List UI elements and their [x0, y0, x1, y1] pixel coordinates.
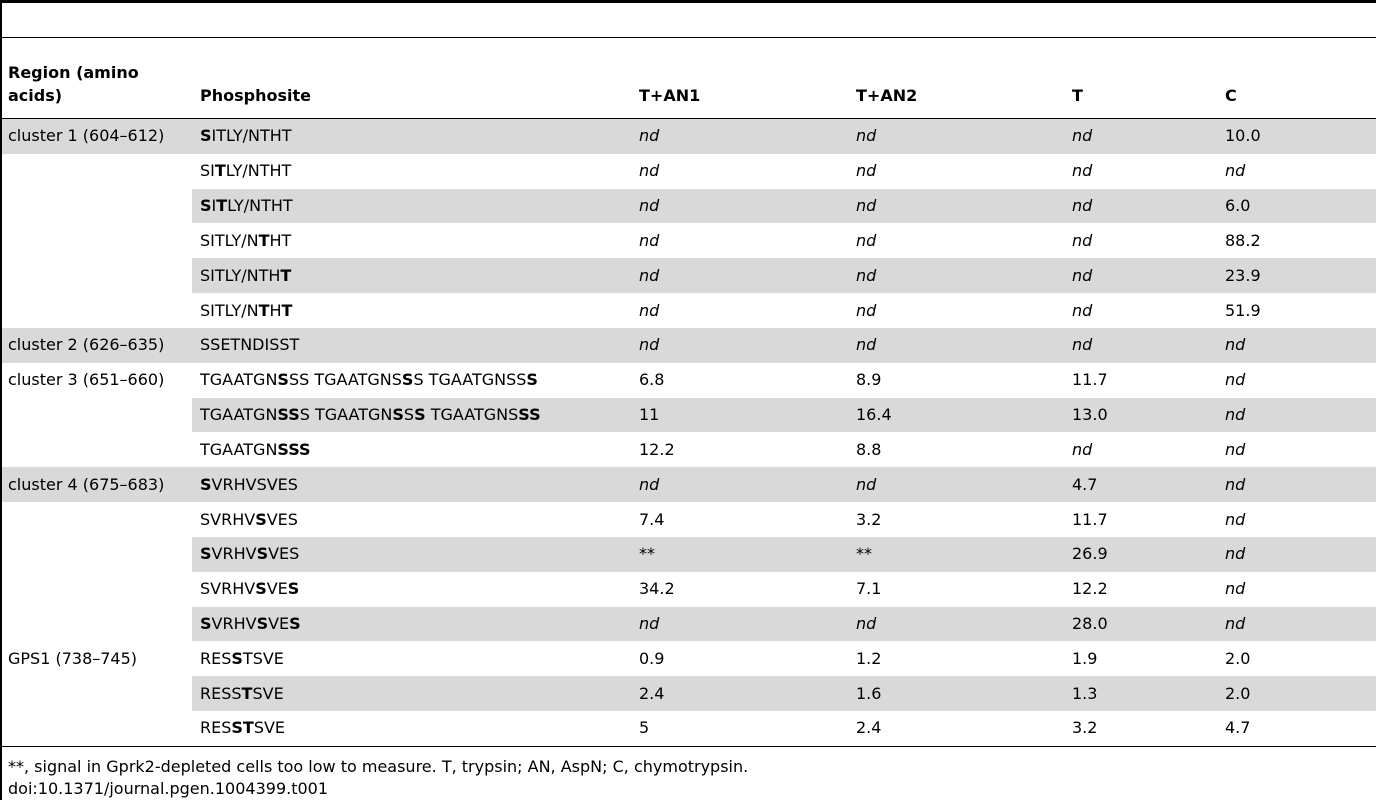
- region-cell: [0, 711, 192, 746]
- c-cell: 23.9: [1217, 258, 1376, 293]
- t-an1-cell: 12.2: [639, 439, 675, 459]
- region-cell: [0, 676, 192, 711]
- header-t: T: [1064, 38, 1217, 119]
- t-an2-cell: nd: [848, 467, 1064, 502]
- phosphorylated-residue: T: [281, 300, 293, 320]
- phosphorylated-residue: SS: [277, 405, 300, 425]
- region-cell: [0, 607, 192, 642]
- sequence-segment: S TGAATGN: [299, 405, 393, 425]
- t-an2-cell: 3.2: [856, 509, 882, 529]
- region-cell: cluster 2 (626–635): [0, 328, 192, 363]
- sequence-segment: VE: [268, 614, 290, 633]
- sequence-segment: TGAATGNS: [425, 405, 519, 425]
- sequence-segment: LY/NTHT: [225, 161, 292, 181]
- phosphosite-cell: [192, 363, 631, 398]
- t-an2-cell: 7.1: [856, 579, 882, 599]
- t-an2-cell: 8.8: [856, 439, 882, 459]
- c-cell: 88.2: [1225, 230, 1261, 250]
- phosphosite-cell: [192, 572, 631, 607]
- t-an2-cell: 2.4: [856, 718, 882, 738]
- sequence-segment: SI: [200, 161, 215, 181]
- t-cell: 4.7: [1064, 467, 1217, 502]
- c-cell: nd: [1225, 370, 1246, 390]
- t-an2-cell: nd: [848, 189, 1064, 224]
- table-row: [0, 328, 1376, 363]
- t-cell: 28.0: [1064, 607, 1217, 642]
- t-an1-cell: nd: [639, 230, 660, 250]
- table-body: [0, 119, 1376, 747]
- table-row: [0, 293, 1376, 328]
- region-cell: [0, 258, 192, 293]
- header-t-an1: T+AN1: [631, 38, 848, 119]
- phosphosite-cell: [192, 641, 631, 676]
- sequence-segment: TGAATGN: [200, 439, 278, 459]
- table-row: [0, 363, 1376, 398]
- phosphosite-cell: [192, 711, 631, 746]
- t-an2-cell: 1.6: [848, 676, 1064, 711]
- sequence-segment: RES: [200, 648, 232, 668]
- t-cell: nd: [1064, 189, 1217, 224]
- t-an2-cell: 8.9: [856, 370, 882, 390]
- phosphosite-cell: [192, 607, 631, 642]
- sequence-segment: VRHVSVES: [211, 474, 298, 494]
- region-cell: [0, 223, 192, 258]
- sequence-segment: I: [211, 196, 217, 216]
- header-region-label: Region (amino acids): [8, 63, 139, 105]
- sequence-segment: SVE: [253, 718, 286, 738]
- c-cell: 2.0: [1225, 648, 1251, 668]
- phosphorylated-residue: S: [255, 579, 267, 599]
- c-cell: 51.9: [1225, 300, 1261, 320]
- t-an1-cell: nd: [631, 258, 848, 293]
- table-row: [0, 398, 1376, 433]
- table-row: [0, 432, 1376, 467]
- phosphosite-cell: [192, 398, 631, 433]
- phosphorylated-residue: T: [258, 300, 270, 320]
- sequence-segment: HT: [269, 230, 292, 250]
- sequence-segment: SS TGAATGNS: [288, 370, 402, 390]
- region-cell: [0, 154, 192, 189]
- phosphosite-cell: [192, 293, 631, 328]
- sequence-segment: RES: [200, 718, 232, 738]
- phosphorylated-residue: S: [256, 544, 269, 564]
- phosphorylated-residue: S: [200, 614, 212, 633]
- t-cell: 3.2: [1072, 718, 1098, 738]
- c-cell: nd: [1217, 328, 1376, 363]
- sequence-segment: TGAATGN: [200, 405, 278, 425]
- header-phosphosite: Phosphosite: [192, 38, 631, 119]
- sequence-segment: H: [269, 300, 282, 320]
- phosphorylated-residue: S: [256, 614, 269, 633]
- t-cell: nd: [1072, 161, 1093, 181]
- t-an1-cell: nd: [631, 607, 848, 642]
- c-cell: nd: [1217, 467, 1376, 502]
- t-cell: nd: [1064, 258, 1217, 293]
- t-an2-cell: 16.4: [848, 398, 1064, 433]
- c-cell: 4.7: [1225, 718, 1251, 738]
- header-row: [0, 38, 1376, 119]
- sequence-segment: VE: [266, 579, 288, 599]
- table-row: [0, 537, 1376, 572]
- t-an1-cell: 2.4: [631, 676, 848, 711]
- phosphorylated-residue: ST: [231, 718, 254, 738]
- sequence-segment: SITLY/NTH: [200, 265, 281, 285]
- phosphorylated-residue: S: [231, 648, 243, 668]
- region-cell: cluster 3 (651–660): [8, 370, 165, 390]
- c-cell: nd: [1225, 509, 1246, 529]
- t-an1-cell: 34.2: [639, 579, 675, 599]
- c-cell: nd: [1217, 607, 1376, 642]
- phosphorylated-residue: S: [200, 196, 212, 216]
- sequence-segment: SITLY/N: [200, 230, 259, 250]
- t-an2-cell: nd: [856, 230, 877, 250]
- phosphorylated-residue: S: [414, 405, 426, 425]
- sequence-segment: SVRHV: [200, 579, 256, 599]
- t-an1-cell: **: [631, 537, 848, 572]
- sequence-segment: ITLY/NTHT: [211, 126, 292, 146]
- region-cell: [0, 398, 192, 433]
- t-cell: nd: [1072, 439, 1093, 459]
- sequence-segment: SITLY/N: [200, 300, 259, 320]
- region-cell: [0, 537, 192, 572]
- phosphosite-cell: [192, 189, 631, 224]
- table-row: [0, 119, 1376, 154]
- t-an1-cell: 6.8: [639, 370, 665, 390]
- t-an2-cell: nd: [848, 119, 1064, 154]
- top-rule: [0, 0, 1376, 3]
- t-an1-cell: nd: [631, 119, 848, 154]
- c-cell: nd: [1225, 439, 1246, 459]
- phosphosite-table: [0, 37, 1376, 747]
- t-cell: 11.7: [1072, 370, 1108, 390]
- region-cell: [0, 189, 192, 224]
- sequence-segment: SVRHV: [200, 509, 256, 529]
- t-an2-cell: nd: [848, 258, 1064, 293]
- header-t-an2: T+AN2: [848, 38, 1064, 119]
- table-row: [0, 676, 1376, 711]
- t-an2-cell: nd: [848, 607, 1064, 642]
- t-cell: 26.9: [1064, 537, 1217, 572]
- c-cell: nd: [1217, 537, 1376, 572]
- phosphorylated-residue: S: [289, 614, 301, 633]
- t-an1-cell: 5: [639, 718, 650, 738]
- sequence-segment: VES: [266, 509, 298, 529]
- t-an2-cell: nd: [848, 328, 1064, 363]
- t-an1-cell: 11: [631, 398, 848, 433]
- t-cell: 11.7: [1072, 509, 1108, 529]
- table-row: [0, 258, 1376, 293]
- phosphosite-cell: [192, 258, 631, 293]
- header-region: [0, 38, 192, 119]
- t-an1-cell: nd: [631, 189, 848, 224]
- c-cell: 2.0: [1217, 676, 1376, 711]
- phosphosite-cell: [192, 467, 631, 502]
- t-cell: 1.9: [1072, 648, 1098, 668]
- region-cell: [0, 293, 192, 328]
- phosphosite-cell: [192, 676, 631, 711]
- phosphosite-cell: [192, 537, 631, 572]
- table-row: [0, 189, 1376, 224]
- sequence-segment: TSVE: [242, 648, 284, 668]
- sequence-segment: S TGAATGNSS: [413, 370, 527, 390]
- t-an1-cell: nd: [631, 328, 848, 363]
- left-rule: [0, 0, 2, 800]
- table-row: [0, 641, 1376, 676]
- header-c: C: [1217, 38, 1376, 119]
- t-cell: 1.3: [1064, 676, 1217, 711]
- sequence-segment: RESS: [200, 683, 242, 703]
- phosphorylated-residue: T: [214, 161, 226, 181]
- t-an1-cell: nd: [631, 467, 848, 502]
- phosphorylated-residue: S: [401, 370, 414, 390]
- table-row: [0, 607, 1376, 642]
- sequence-segment: S: [403, 405, 415, 425]
- phosphosite-cell: [192, 432, 631, 467]
- region-cell: [0, 572, 192, 607]
- sequence-segment: VRHV: [211, 614, 257, 633]
- phosphorylated-residue: S: [200, 126, 212, 146]
- phosphorylated-residue: SSS: [277, 439, 311, 459]
- sequence-segment: TGAATGN: [200, 370, 278, 390]
- sequence-segment: SVE: [252, 683, 284, 703]
- doi-label: doi:10.1371/journal.pgen.1004399.t001: [8, 779, 329, 798]
- t-an1-cell: nd: [639, 300, 660, 320]
- t-cell: nd: [1072, 300, 1093, 320]
- table-row: [0, 154, 1376, 189]
- region-cell: GPS1 (738–745): [8, 648, 138, 668]
- region-cell: cluster 1 (604–612): [0, 119, 192, 154]
- table-row: [0, 711, 1376, 746]
- sequence-segment: VRHV: [211, 544, 257, 564]
- table-row: [0, 467, 1376, 502]
- t-cell: 12.2: [1072, 579, 1108, 599]
- t-cell: nd: [1072, 230, 1093, 250]
- phosphorylated-residue: SS: [518, 405, 541, 425]
- region-cell: [0, 432, 192, 467]
- phosphosite-cell: [192, 328, 631, 363]
- region-cell: cluster 4 (675–683): [0, 467, 192, 502]
- phosphorylated-residue: S: [392, 405, 404, 425]
- phosphorylated-residue: S: [255, 509, 267, 529]
- phosphosite-cell: [192, 154, 631, 189]
- t-cell: nd: [1064, 328, 1217, 363]
- phosphorylated-residue: S: [287, 579, 300, 599]
- t-an1-cell: nd: [639, 161, 660, 181]
- table-row: [0, 223, 1376, 258]
- phosphosite-cell: [192, 502, 631, 537]
- phosphorylated-residue: T: [241, 683, 253, 703]
- phosphorylated-residue: S: [526, 370, 538, 390]
- sequence-segment: VES: [268, 544, 300, 564]
- phosphosite-cell: [192, 119, 631, 154]
- c-cell: nd: [1217, 398, 1376, 433]
- table-footnote: **, signal in Gprk2-depleted cells too low to measure. T, trypsin; AN, AspN; C, chymotrypsin.: [8, 757, 749, 776]
- c-cell: nd: [1225, 161, 1246, 181]
- phosphorylated-residue: S: [200, 474, 212, 494]
- sequence-segment: LY/NTHT: [227, 196, 293, 216]
- c-cell: 6.0: [1217, 189, 1376, 224]
- phosphosite-cell: [192, 223, 631, 258]
- c-cell: nd: [1225, 579, 1246, 599]
- t-an2-cell: nd: [856, 300, 877, 320]
- t-an1-cell: 0.9: [639, 648, 665, 668]
- phosphorylated-residue: T: [216, 196, 228, 216]
- t-cell: 13.0: [1064, 398, 1217, 433]
- phosphorylated-residue: S: [200, 544, 212, 564]
- t-an2-cell: nd: [856, 161, 877, 181]
- sequence-segment: SSETNDISST: [200, 335, 300, 355]
- t-an2-cell: 1.2: [856, 648, 882, 668]
- table-header: [0, 38, 1376, 119]
- phosphorylated-residue: T: [280, 265, 292, 285]
- t-an1-cell: 7.4: [639, 509, 665, 529]
- region-cell: [0, 502, 192, 537]
- t-an2-cell: **: [848, 537, 1064, 572]
- t-cell: nd: [1064, 119, 1217, 154]
- c-cell: 10.0: [1217, 119, 1376, 154]
- phosphorylated-residue: S: [277, 370, 289, 390]
- table-row: [0, 572, 1376, 607]
- phosphorylated-residue: T: [258, 230, 270, 250]
- table-row: [0, 502, 1376, 537]
